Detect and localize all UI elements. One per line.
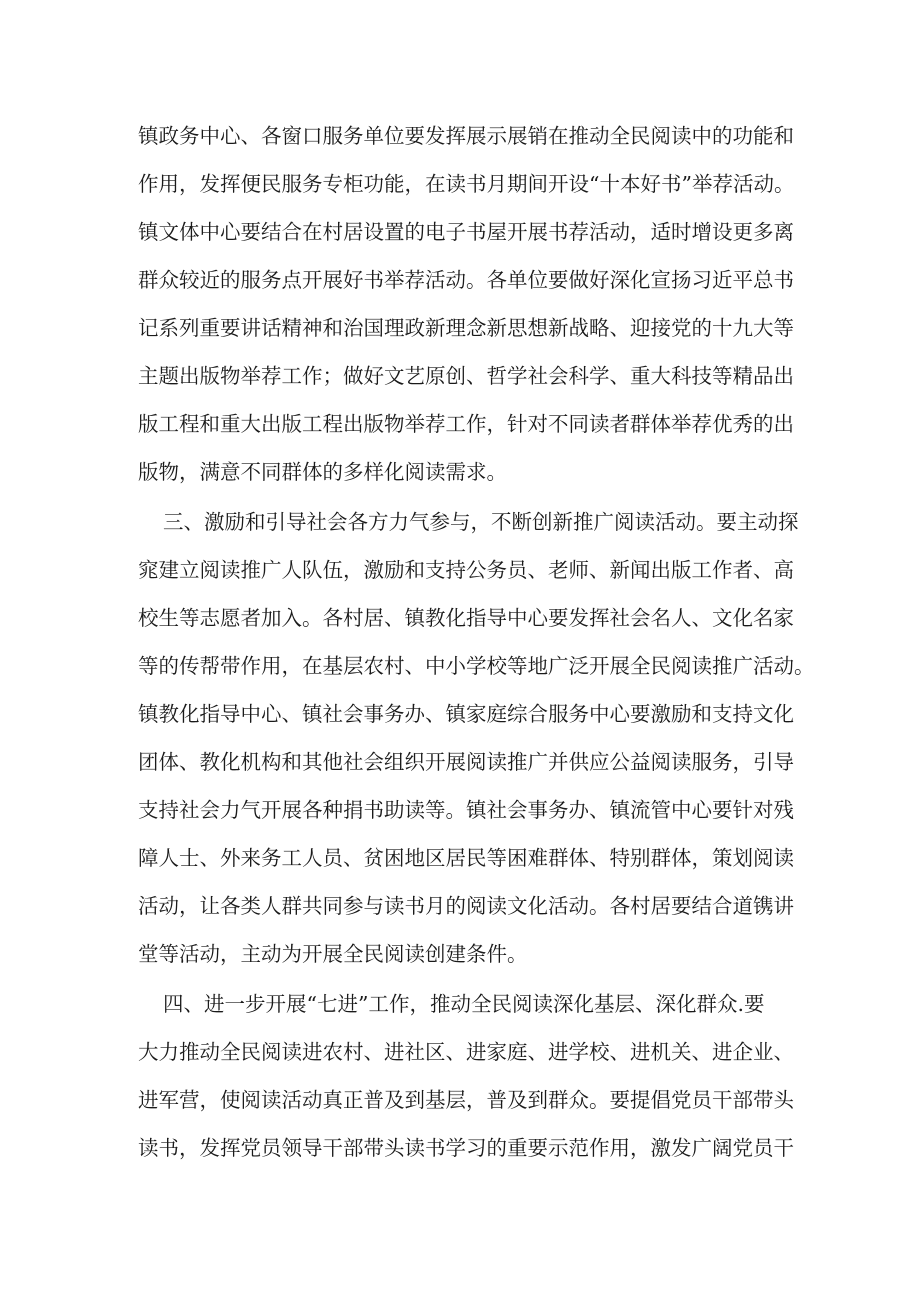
text-line: 作用，发挥便民服务专柜功能，在读书月期间开设“十本好书”举荐活动。 [138,172,795,196]
text-line: 记系列重要讲话精神和治国理政新理念新思想新战略、迎接党的十九大等 [138,316,794,340]
text-line: 大力推动全民阅读进农村、进社区、进家庭、进学校、进机关、进企业、 [138,1040,794,1064]
text-line: 版物，满意不同群体的多样化阅读需求。 [138,460,507,484]
text-line: 团体、教化机构和其他社会组织开展阅读推广并供应公益阅读服务，引导 [138,750,794,774]
text-line: 镇政务中心、各窗口服务单位要发挥展示展销在推动全民阅读中的功能和 [138,124,794,148]
text-line: 堂等活动，主动为开展全民阅读创建条件。 [138,942,528,966]
text-line: 支持社会力气开展各种捐书助读等。镇社会事务办、镇流管中心要针对残 [138,798,794,822]
text-line: 窕建立阅读推广人队伍，激励和支持公务员、老师、新闻出版工作者、高 [138,558,794,582]
text-line: 群众较近的服务点开展好书举荐活动。各单位要做好深化宣扬习近平总书 [138,268,794,292]
paragraph-heading-line: 三、激励和引导社会各方力气参与，不断创新推广阅读活动。要主动探 [163,510,799,534]
text-line: 镇教化指导中心、镇社会事务办、镇家庭综合服务中心要激励和支持文化 [138,702,794,726]
text-line: 进军营，使阅读活动真正普及到基层，普及到群众。要提倡党员干部带头 [138,1088,794,1112]
text-line: 主题出版物举荐工作；做好文艺原创、哲学社会科学、重大科技等精品出 [138,364,794,388]
text-line: 等的传帮带作用，在基层农村、中小学校等地广泛开展全民阅读推广活动。 [138,654,815,678]
text-line: 活动，让各类人群共同参与读书月的阅读文化活动。各村居要结合道镌讲 [138,894,794,918]
text-line: 读书，发挥党员领导干部带头读书学习的重要示范作用，激发广阔党员干 [138,1136,794,1160]
text-line: 镇文体中心要结合在村居设置的电子书屋开展书荐活动，适时增设更多离 [138,220,794,244]
paragraph-heading-line: 四、进一步开展“七进”工作，推动全民阅读深化基层、深化群众.要 [163,992,765,1016]
text-line: 障人士、外来务工人员、贫困地区居民等困难群体、特别群体，策划阅读 [138,846,794,870]
text-line: 版工程和重大出版工程出版物举荐工作，针对不同读者群体举荐优秀的出 [138,412,794,436]
text-line: 校生等志愿者加入。各村居、镇教化指导中心要发挥社会名人、文化名家 [138,606,794,630]
